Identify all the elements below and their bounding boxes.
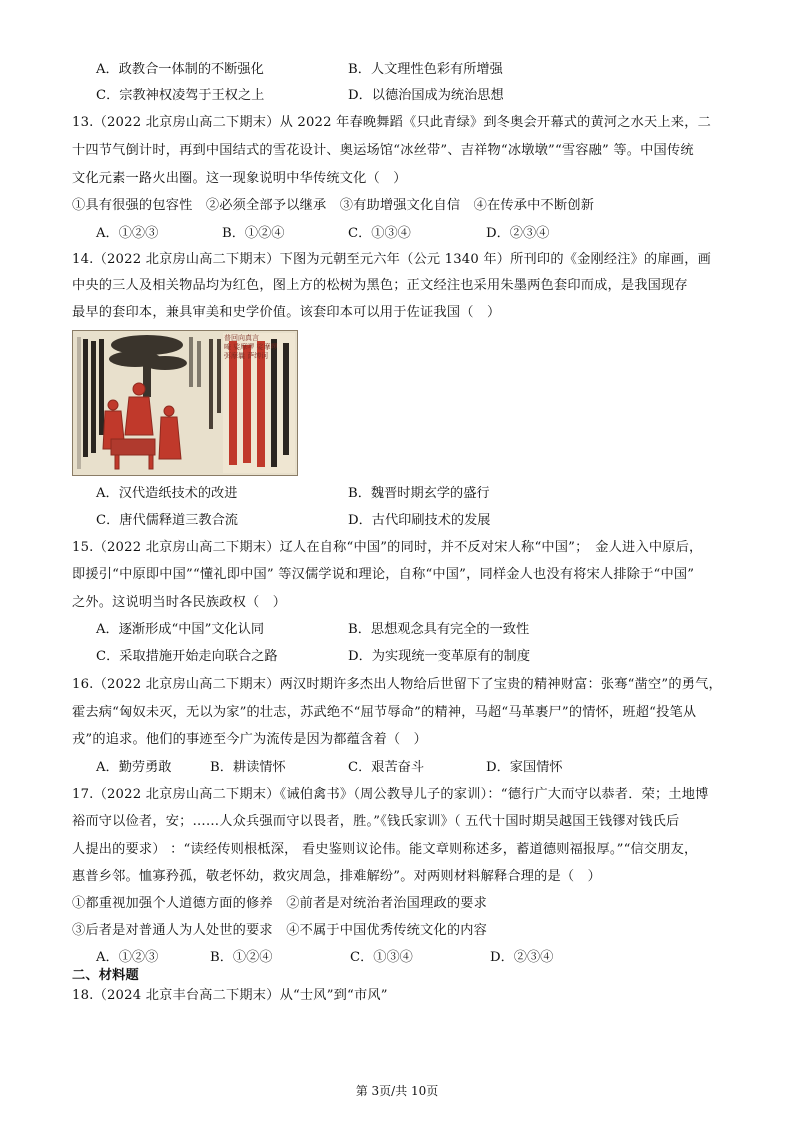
q15-stem-line1: 15.（2022 北京房山高二下期末）辽人在自称“中国”的同时，并不反对宋人称“中国”； 金人进入中原后， bbox=[72, 540, 703, 555]
q13-option-a: A．①②③ bbox=[96, 226, 159, 241]
q16-option-b: B．耕读情怀 bbox=[210, 760, 286, 775]
q15-stem-line2: 即援引“中原即中国”“懂礼即中国” 等汉儒学说和理论，自称“中国”，同样金人也没有将宋人排除于“中国” bbox=[72, 567, 695, 582]
q16-stem-line3: 戎”的追求。他们的事迹至今广为流传是因为都蕴含着（ ） bbox=[72, 732, 428, 747]
q14-option-a: A．汉代造纸技术的改进 bbox=[96, 486, 238, 501]
q15-option-c: C．采取措施开始走向联合之路 bbox=[96, 649, 278, 664]
q16-stem-line1: 16.（2022 北京房山高二下期末）两汉时期许多杰出人物给后世留下了宝贵的精神财富：张骞“凿空”的勇气， bbox=[72, 677, 722, 692]
q15-option-a: A．逐渐形成“中国”文化认同 bbox=[96, 622, 265, 637]
q17-statements-2: ③后者是对普通人为人处世的要求 ④不属于中国优秀传统文化的内容 bbox=[72, 923, 488, 938]
q14-stem-line3: 最早的套印本，兼具审美和史学价值。该套印本可以用于佐证我国（ ） bbox=[72, 305, 501, 320]
page-footer: 第 3页/共 10页 bbox=[355, 1084, 439, 1098]
image-text-2: 唵 娑摩啰 娑摩啰 bbox=[224, 343, 278, 351]
section-heading: 二、材料题 bbox=[72, 968, 139, 983]
q13-stem-line3: 文化元素一路火出圈。这一现象说明中华传统文化（ ） bbox=[72, 171, 407, 186]
q17-stem-line3: 人提出的要求） ：“读经传则根柢深， 看史鉴则议论伟。能文章则称述多，蓄道德则福报厚。”“信交朋友， bbox=[72, 842, 698, 857]
q13-statements: ①具有很强的包容性 ②必须全部予以继承 ③有助增强文化自信 ④在传承中不断创新 bbox=[72, 198, 595, 213]
q16-option-c: C．艰苦奋斗 bbox=[348, 760, 425, 775]
q13-stem-line1: 13.（2022 北京房山高二下期末）从 2022 年春晚舞蹈《只此青绿》到冬奥会开幕式的黄河之水天上来，二 bbox=[72, 115, 711, 130]
q17-option-a: A．①②③ bbox=[96, 950, 159, 965]
q13-stem-line2: 十四节气倒计时，再到中国结式的雪花设计、奥运场馆“冰丝带”、吉祥物“冰墩墩”“雪容融” 等。中国传统 bbox=[72, 143, 694, 158]
q17-option-d: D．②③④ bbox=[490, 950, 554, 965]
q16-stem-line2: 霍去病“匈奴未灭，无以为家”的壮志，苏武绝不“屈节辱命”的精神，马超“马革裹尸”的情怀，班超“投笔从 bbox=[72, 705, 697, 720]
q12-option-d: D．以德治国成为统治思想 bbox=[348, 88, 504, 103]
q14-stem-line1: 14.（2022 北京房山高二下期末）下图为元朝至元六年（公元 1340 年）所刊印的《金刚经注》的扉画，画 bbox=[72, 252, 711, 267]
q12-option-c: C．宗教神权凌驾于王权之上 bbox=[96, 88, 265, 103]
q13-option-b: B．①②④ bbox=[222, 226, 285, 241]
q14-option-b: B．魏晋时期玄学的盛行 bbox=[348, 486, 490, 501]
q13-option-c: C．①③④ bbox=[348, 226, 411, 241]
q17-stem-line2: 裕而守以俭者，安；……人众兵强而守以畏者，胜。”《钱氏家训》（ 五代十国时期吴越国王钱镠对钱氏后 bbox=[72, 814, 680, 829]
q16-option-a: A．勤劳勇敢 bbox=[96, 760, 172, 775]
q18-stem: 18.（2024 北京丰台高二下期末）从“士风”到“市风” bbox=[72, 988, 388, 1003]
q16-option-d: D．家国情怀 bbox=[486, 760, 563, 775]
q14-option-c: C．唐代儒释道三教合流 bbox=[96, 513, 238, 528]
q17-option-b: B．①②④ bbox=[210, 950, 273, 965]
q15-option-b: B．思想观念具有完全的一致性 bbox=[348, 622, 530, 637]
q14-stem-line2: 中央的三人及相关物品均为红色，图上方的松树为黑色；正文经注也采用朱墨两色套印而成，是我国现存 bbox=[72, 278, 688, 293]
image-caption-text bbox=[224, 334, 294, 361]
q12-option-b: B．人文理性色彩有所增强 bbox=[348, 62, 503, 77]
q15-stem-line3: 之外。这说明当时各民族政权（ ） bbox=[72, 595, 287, 610]
q17-statements-1: ①都重视加强个人道德方面的修养 ②前者是对统治者治国理政的要求 bbox=[72, 896, 488, 911]
q17-stem-line4: 惠普乡邻。恤寡矜孤，敬老怀幼，救灾周急，排难解纷”。对两则材料解释合理的是（ ） bbox=[72, 869, 602, 884]
q17-option-c: C．①③④ bbox=[350, 950, 413, 965]
q13-option-d: D．②③④ bbox=[486, 226, 550, 241]
q17-stem-line1: 17.（2022 北京房山高二下期末）《诫伯禽书》（周公教导儿子的家训）：“德行广大而守以恭者．荣；土地博 bbox=[72, 787, 709, 802]
image-text-1: 普回向真言 bbox=[224, 334, 259, 342]
q12-option-a: A．政教合一体制的不断强化 bbox=[96, 62, 264, 77]
q15-option-d: D．为实现统一变革原有的制度 bbox=[348, 649, 531, 664]
q14-option-d: D．古代印刷技术的发展 bbox=[348, 513, 491, 528]
image-text-3: 弭摩曩 萨缚诃 bbox=[224, 352, 269, 360]
